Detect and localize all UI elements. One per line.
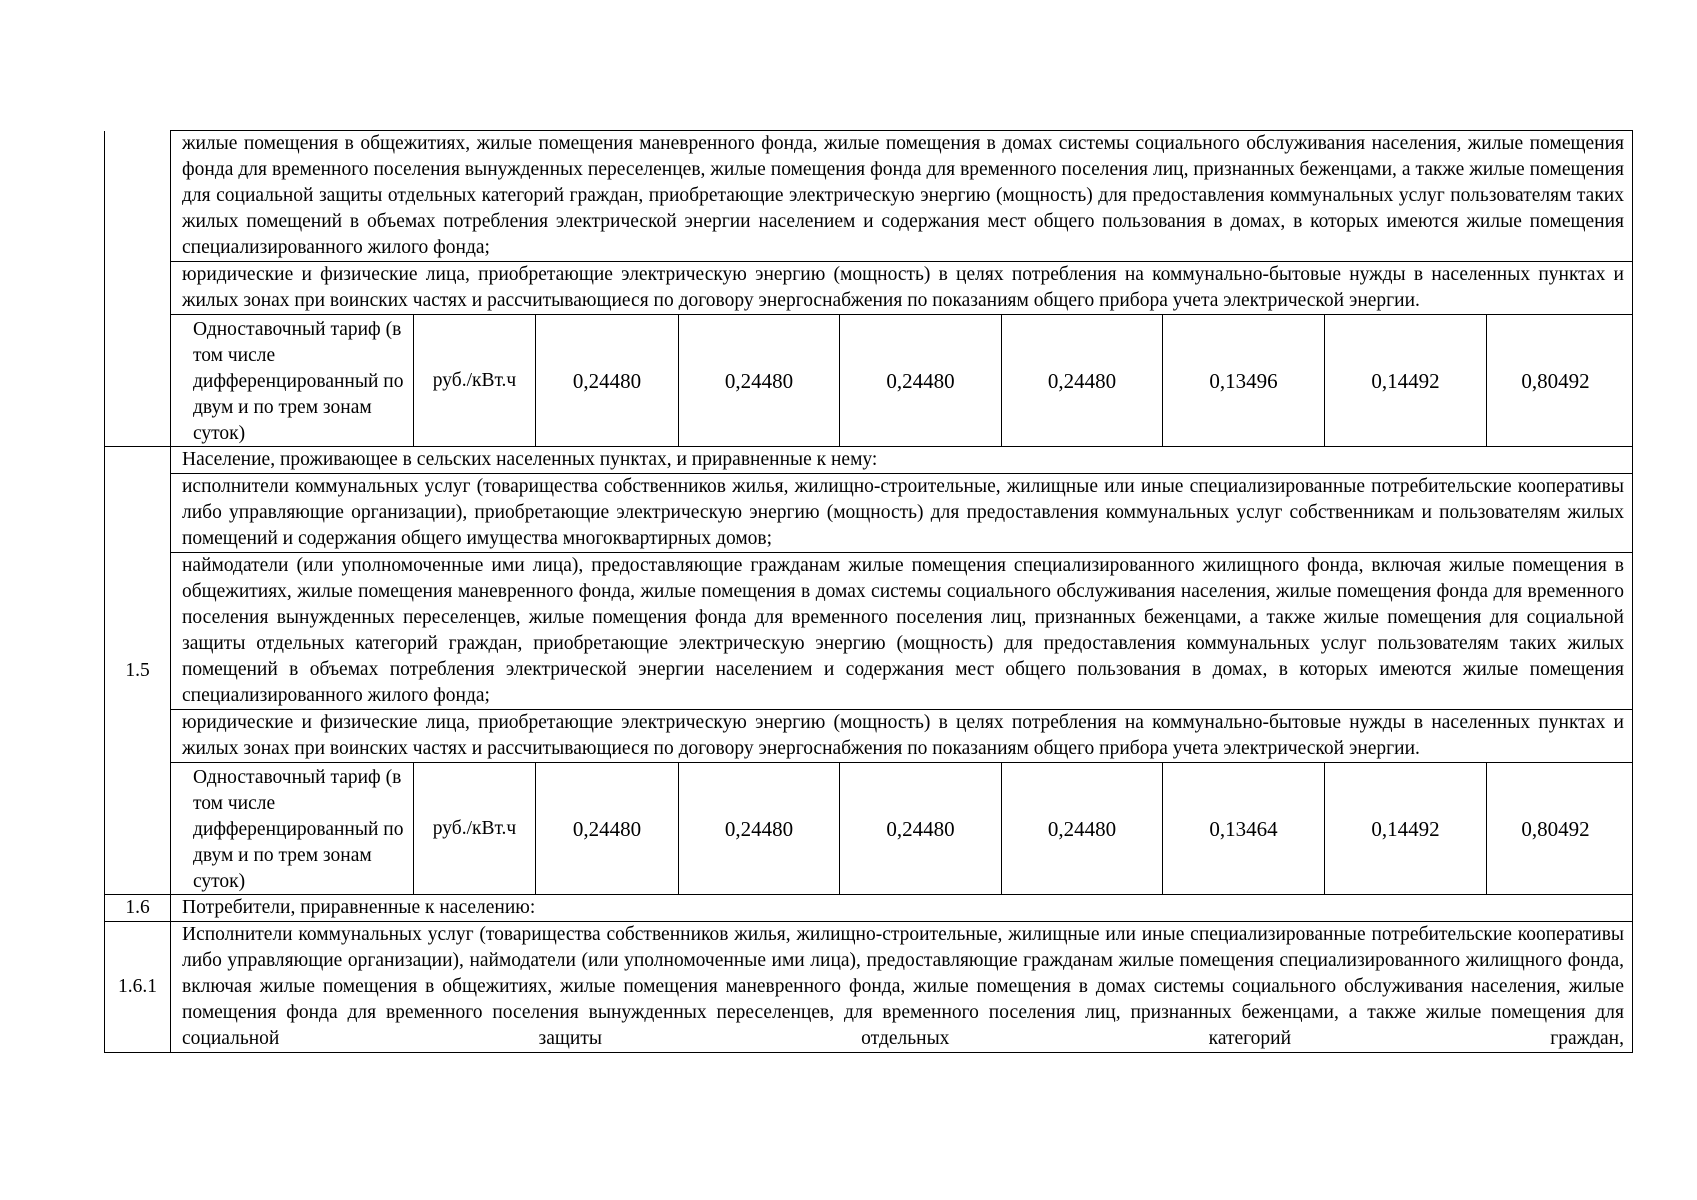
tariff-value: 0,24480 [1002,763,1163,894]
tariff-value: 0,14492 [1325,763,1487,894]
tariff-value: 0,80492 [1521,816,1590,841]
row-number: 1.6 [105,895,171,922]
row-number: 1.5 [105,447,171,895]
table-row [105,895,1633,922]
paragraph-cell [171,922,1633,1053]
table-row [105,447,1633,474]
tariff-value: 0,24480 [536,763,679,894]
row-number: 1.6.1 [105,922,171,1053]
table-row [105,553,1633,710]
table-row [105,262,1633,315]
row-number-empty [105,131,171,262]
paragraph-cell: юридические и физические лица, приобретающие электрическую энергию (мощность) в целях потребления на коммунально-бытовые нужды в населенных пунктах и жилых зонах при воинских частях и рассчитывающиеся по договору энергоснабжения по показаниям общего прибора учета электрической энергии. [171,710,1633,763]
table-row [105,315,1633,447]
row-number-empty [105,315,171,447]
tariff-value: 0,80492 [1521,368,1590,393]
section-title: Население, проживающее в сельских населенных пунктах, и приравненные к нему: [171,447,1633,474]
paragraph-cell: исполнители коммунальных услуг (товарищества собственников жилья, жилищно-строительные, жилищные или иные специализированные потребительские кооперативы либо управляющие организации), приобретающие электрическую энергию (мощность) для предоставления коммунальных услуг собственникам и пользователям жилых помещений и содержания общего имущества многоквартирных домов; [171,474,1633,553]
tariff-name: Одноставочный тариф (в том числе дифференцированный по двум и по трем зонам суток) [182,315,414,446]
tariff-row [182,315,1624,446]
paragraph-cell: юридические и физические лица, приобретающие электрическую энергию (мощность) в целях потребления на коммунально-бытовые нужды в населенных пунктах и жилых зонах при воинских частях и рассчитывающиеся по договору энергоснабжения по показаниям общего прибора учета электрической энергии. [171,262,1633,315]
tariff-value: 0,14492 [1325,315,1487,446]
tariff-table [104,130,1633,1053]
table-row [105,922,1633,1053]
tariff-value: 0,24480 [840,763,1002,894]
paragraph-text: Исполнители коммунальных услуг (товарищества собственников жилья, жилищно-строительные, жилищные или иные специализированные потребительские кооперативы либо управляющие организации), наймодатели (или уполномоченные ими лица), предоставляющие гражданам жилые помещения специализированного жилищного фонда, включая жилые помещения в общежитиях, жилые помещения маневренного фонда, жилые помещения в домах системы социального обслуживания населения, жилые помещения фонда для временного поселения вынужденных переселенцев, для временного поселения лиц, признанных беженцами, а также жилые помещения для социальной защиты отдельных категорий граждан, [182,924,1624,1049]
paragraph-cell: жилые помещения в общежитиях, жилые помещения маневренного фонда, жилые помещения в домах системы социального обслуживания населения, жилые помещения фонда для временного поселения вынужденных переселенцев, жилые помещения фонда для временного поселения лиц, признанных беженцами, а также жилые помещения для социальной защиты отдельных категорий граждан, приобретающие электрическую энергию (мощность) для предоставления коммунальных услуг пользователям таких жилых помещений в объемах потребления электрической энергии населением и содержания мест общего пользования в домах, в которых имеются жилые помещения специализированного жилого фонда; [171,131,1633,262]
tariff-value: 0,13464 [1163,763,1325,894]
tariff-value: 0,13496 [1163,315,1325,446]
tariff-cell [171,315,1633,447]
tariff-value: 0,24480 [840,315,1002,446]
table-row [105,763,1633,895]
tariff-value: 0,24480 [536,315,679,446]
tariff-row [182,763,1624,894]
tariff-unit: руб./кВт.ч [414,315,536,446]
tariff-value: 0,24480 [1002,315,1163,446]
row-number-empty [105,262,171,315]
tariff-value: 0,24480 [679,315,840,446]
tariff-unit: руб./кВт.ч [414,763,536,894]
table-row [105,131,1633,262]
section-title: Потребители, приравненные к населению: [171,895,1633,922]
tariff-value: 0,24480 [679,763,840,894]
paragraph-cell: наймодатели (или уполномоченные ими лица), предоставляющие гражданам жилые помещения специализированного жилищного фонда, включая жилые помещения в общежитиях, жилые помещения маневренного фонда, жилые помещения в домах системы социального обслуживания населения, жилые помещения фонда для временного поселения вынужденных переселенцев, жилые помещения фонда для временного поселения лиц, признанных беженцами, а также жилые помещения для социальной защиты отдельных категорий граждан, приобретающие электрическую энергию (мощность) для предоставления коммунальных услуг пользователям таких жилых помещений в объемах потребления электрической энергии населением и содержания мест общего пользования в домах, в которых имеются жилые помещения специализированного жилого фонда; [171,553,1633,710]
tariff-cell [171,763,1633,895]
tariff-name: Одноставочный тариф (в том числе дифференцированный по двум и по трем зонам суток) [182,763,414,894]
table-row [105,710,1633,763]
table-row [105,474,1633,553]
